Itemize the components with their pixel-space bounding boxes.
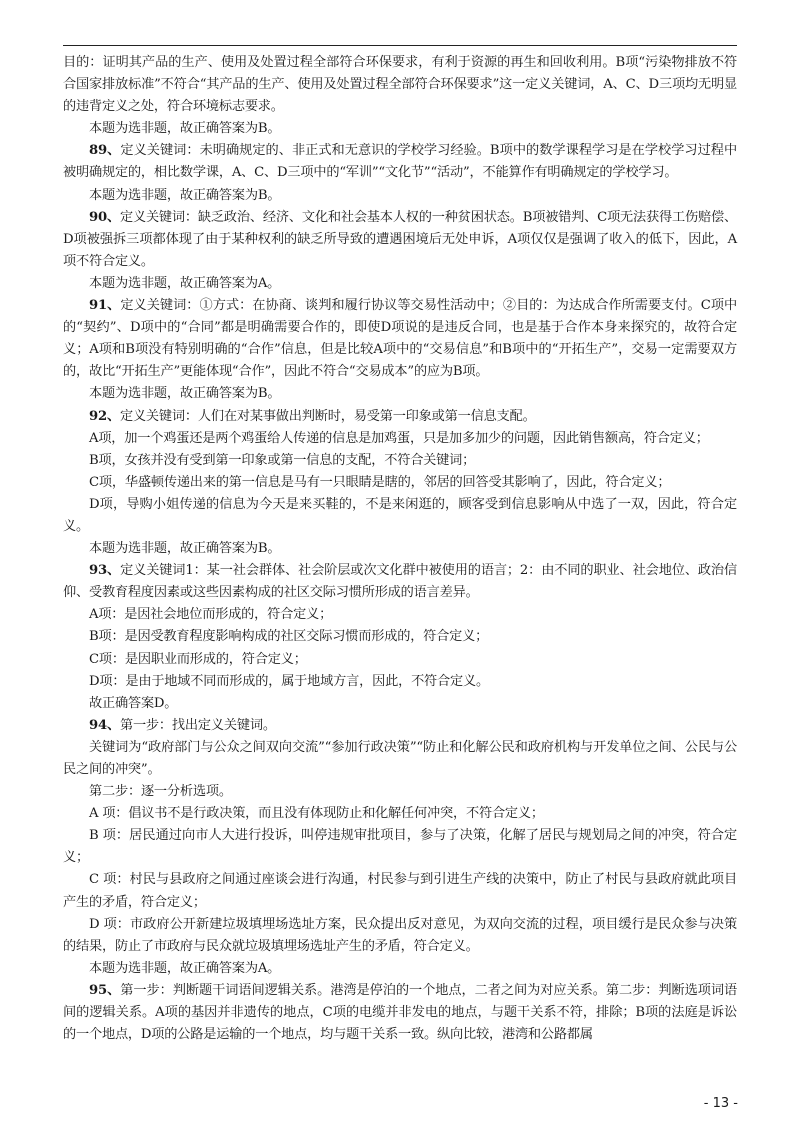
paragraph: [63, 450, 737, 472]
paragraph-text: A项：是因社会地位而形成的，符合定义；: [89, 607, 333, 623]
answer-explanations: [63, 52, 737, 1046]
question-number: 92、: [89, 408, 120, 424]
paragraph-text: 关键词为“政府部门与公众之间双向交流”“参加行政决策”“防止和化解公民和政府机构与开发单位之间、公民与公民之间的冲突”。: [63, 739, 737, 777]
paragraph-text: 定义关键词：未明确规定的、非正式和无意识的学校学习经验。B项中的数学课程学习是在学校学习过程中被明确规定的，相比数学课，A、C、D三项中的“军训”“文化节”“活动”，不能算作有明确规定的学校学习。: [63, 143, 737, 181]
paragraph: [63, 472, 737, 494]
paragraph-text: 第一步：判断题干词语间逻辑关系。港湾是停泊的一个地点，二者之间为对应关系。第二步：判断选项词语间的逻辑关系。A项的基因并非遗传的地点，C项的电缆并非发电的地点，与题干关系不符，排除；B项的法庭是诉讼的一个地点，D项的公路是运输的一个地点，均与题干关系一致。纵向比较，港湾和公路都属: [63, 982, 737, 1043]
question-number: 94、: [89, 717, 120, 733]
question-explanation: [63, 560, 737, 604]
question-number: 93、: [89, 563, 121, 579]
paragraph: [63, 383, 737, 405]
paragraph-text: 本题为选非题，故正确答案为A。: [89, 960, 281, 976]
question-explanation: [63, 406, 737, 428]
paragraph-text: 本题为选非题，故正确答案为A。: [89, 275, 281, 291]
paragraph: [63, 604, 737, 626]
paragraph-text: 目的：证明其产品的生产、使用及处置过程全部符合环保要求，有利于资源的再生和回收利用。B项“污染物排放不符合国家排放标准”不符合“其产品的生产、使用及处置过程全部符合环保要求”这一定义关键词，A、C、D三项均无明显的违背定义之处，符合环境标志要求。: [63, 55, 737, 115]
paragraph: [63, 494, 737, 538]
paragraph-text: 定义关键词1：某一社会群体、社会阶层或次文化群中被使用的语言；2：由不同的职业、社会地位、政治信仰、受教育程度因素或这些因素构成的社区交际习惯所形成的语言差异。: [63, 563, 737, 601]
paragraph: [63, 671, 737, 693]
paragraph-text: 第一步：找出定义关键词。: [119, 717, 276, 733]
paragraph: [63, 781, 737, 803]
question-explanation: [63, 295, 737, 383]
paragraph: [63, 185, 737, 207]
question-number: 90、: [89, 209, 120, 225]
page-number: - 13 -: [703, 1096, 738, 1111]
paragraph-text: 定义关键词：人们在对某事做出判断时，易受第一印象或第一信息支配。: [119, 408, 536, 424]
paragraph-text: 故正确答案D。: [89, 695, 178, 711]
paragraph-text: B项，女孩并没有受到第一印象或第一信息的支配，不符合关键词；: [89, 452, 476, 468]
paragraph: [63, 803, 737, 825]
question-explanation: [63, 980, 737, 1046]
paragraph-text: 本题为选非题，故正确答案为B。: [89, 386, 281, 402]
paragraph-text: B项：是因受教育程度影响构成的社区交际习惯而形成的，符合定义；: [89, 629, 489, 645]
paragraph-text: B 项：居民通过向市人大进行投诉，叫停违规审批项目，参与了决策，化解了居民与规划局之间的冲突，符合定义；: [63, 828, 737, 866]
paragraph-text: A 项：倡议书不是行政决策，而且没有体现防止和化解任何冲突，不符合定义；: [89, 806, 544, 822]
paragraph-text: 本题为选非题，故正确答案为B。: [89, 187, 281, 203]
question-number: 91、: [89, 298, 121, 314]
paragraph: [63, 737, 737, 781]
question-explanation: [63, 140, 737, 184]
paragraph-text: 定义关键词：缺乏政治、经济、文化和社会基本人权的一种贫困状态。B项被错判、C项无法获得工伤赔偿、D项被强拆三项都体现了由于某种权利的缺乏所导致的遭遇困境后无处申诉，A项仅仅是强调了收入的低下，因此，A项不符合定义。: [63, 209, 737, 269]
paragraph: [63, 869, 737, 913]
paragraph: [63, 118, 737, 140]
paragraph: [63, 958, 737, 980]
paragraph: [63, 538, 737, 560]
question-explanation: [63, 207, 737, 273]
paragraph-text: 本题为选非题，故正确答案为B。: [89, 121, 281, 137]
paragraph: [63, 914, 737, 958]
paragraph-text: C项，华盛顿传递出来的第一信息是马有一只眼睛是瞎的，邻居的回答受其影响了，因此，符合定义；: [89, 474, 671, 490]
header-rule: [63, 45, 737, 46]
paragraph-text: C项：是因职业而形成的，符合定义；: [89, 651, 307, 667]
paragraph-text: A项，加一个鸡蛋还是两个鸡蛋给人传递的信息是加鸡蛋，只是加多加少的问题，因此销售额高，符合定义；: [89, 430, 709, 446]
question-explanation: [63, 715, 737, 737]
paragraph: [63, 428, 737, 450]
paragraph: [63, 273, 737, 295]
question-number: 89、: [89, 143, 121, 159]
paragraph: [63, 649, 737, 671]
paragraph: [63, 626, 737, 648]
paragraph-text: 定义关键词：①方式：在协商、谈判和履行协议等交易性活动中；②目的：为达成合作所需要支付。C项中的“契约”、D项中的“合同”都是明确需要合作的，即使D项说的是违反合同，也是基于合作本身来探究的，故符合定义；A项和B项没有特别明确的“合作”信息，但是比较A项中的“交易信息”和B项中的“开拓生产”，交易一定需要双方的，故比“开拓生产”更能体现“合作”，因此不符合“交易成本”的应为B项。: [63, 298, 737, 380]
paragraph-text: 本题为选非题，故正确答案为B。: [89, 541, 281, 557]
paragraph: [63, 825, 737, 869]
paragraph-text: 第二步：逐一分析选项。: [89, 784, 232, 800]
paragraph-text: D项，导购小姐传递的信息为今天是来买鞋的，不是来闲逛的，顾客受到信息影响从中选了一双，因此，符合定义。: [63, 496, 737, 534]
paragraph-text: D项：是由于地域不同而形成的，属于地域方言，因此，不符合定义。: [89, 673, 489, 689]
paragraph-text: C 项：村民与县政府之间通过座谈会进行沟通，村民参与到引进生产线的决策中，防止了村民与县政府就此项目产生的矛盾，符合定义；: [63, 872, 737, 910]
paragraph-text: D 项：市政府公开新建垃圾填埋场选址方案，民众提出反对意见，为双向交流的过程，项目缓行是民众参与决策的结果，防止了市政府与民众就垃圾填埋场选址产生的矛盾，符合定义。: [63, 916, 737, 954]
question-number: 95、: [89, 982, 121, 998]
paragraph: [63, 52, 737, 118]
paragraph: [63, 693, 737, 715]
